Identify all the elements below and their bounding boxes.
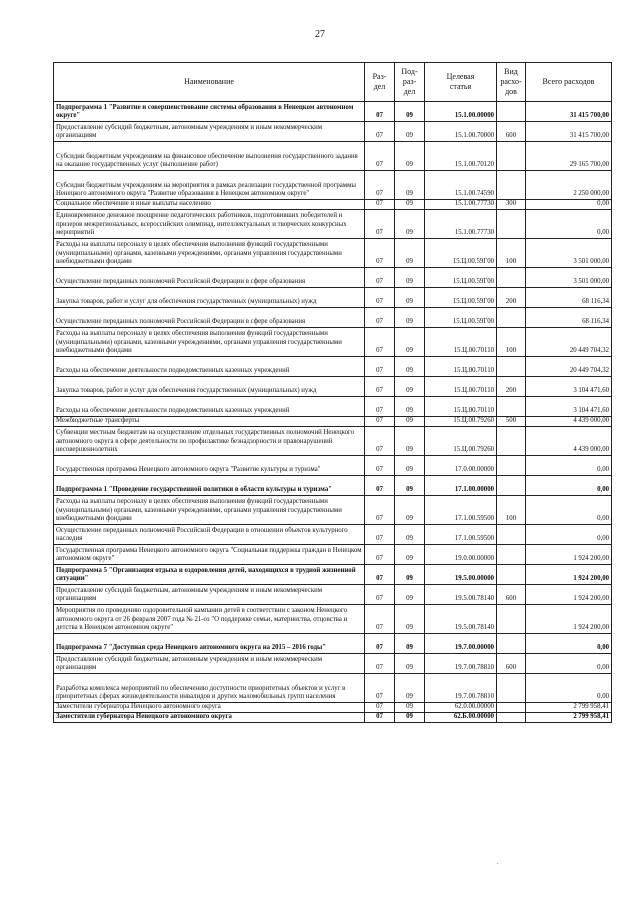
row-vid-cell: 200 [497,377,526,397]
row-razdel-cell: 07 [365,565,395,585]
row-statya-cell: 15.Ц.00.70110 [425,357,497,377]
row-podrazdel-cell: 09 [395,268,425,288]
row-statya-cell: 15.1.00.00000 [425,102,497,122]
row-razdel-cell: 07 [365,417,395,427]
row-statya-cell: 17.1.00.59500 [425,525,497,545]
row-podrazdel-cell: 09 [395,122,425,142]
table-row [54,288,612,308]
row-vid-cell: 100 [497,496,526,525]
row-razdel-cell: 07 [365,634,395,654]
row-razdel-cell: 07 [365,200,395,210]
row-name-cell: Предоставление субсидий бюджетным, автономным учреждениям и иным некоммерческим организациям [54,654,365,674]
row-razdel-cell: 07 [365,525,395,545]
row-vid-cell [497,171,526,200]
row-amount-cell: 20 449 704,32 [526,328,612,357]
table-row [54,328,612,357]
row-amount-cell: 1 924 200,00 [526,605,612,634]
row-podrazdel-cell: 09 [395,210,425,239]
table-row [54,377,612,397]
row-name-cell: Межбюджетные трансферты [54,417,365,427]
table-row [54,171,612,200]
row-name-cell: Закупка товаров, работ и услуг для обеспечения государственных (муниципальных) нужд [54,288,365,308]
row-name-cell: Подпрограмма 7 "Доступная среда Ненецкого автономного округа на 2015 – 2016 годы" [54,634,365,654]
row-statya-cell: 19.7.00.00000 [425,634,497,654]
footer-mark: . [497,860,499,866]
row-podrazdel-cell: 09 [395,357,425,377]
row-amount-cell: 0,00 [526,525,612,545]
row-name-cell: Предоставление субсидий бюджетным, автономным учреждениям и иным некоммерческим организациям [54,585,365,605]
row-statya-cell: 15.Ц.00.70110 [425,377,497,397]
header-total: Всего расходов [526,63,612,102]
row-vid-cell: 500 [497,417,526,427]
row-statya-cell: 15.1.00.77730 [425,200,497,210]
row-statya-cell: 62.0.00.00000 [425,703,497,713]
row-statya-cell: 19.5.00.78140 [425,605,497,634]
row-amount-cell: 3 501 000,00 [526,239,612,268]
row-statya-cell: 15.Ц.00.70110 [425,397,497,417]
row-vid-cell: 200 [497,288,526,308]
row-statya-cell: 15.1.00.70120 [425,142,497,171]
table-row [54,703,612,713]
row-vid-cell [497,427,526,456]
table-row [54,142,612,171]
row-name-cell: Расходы на выплаты персоналу в целях обеспечения выполнения функций государственными (муниципальными) органами, казенными учреждениями, органами управления государственными внебюджетными фондами [54,239,365,268]
table-row [54,674,612,703]
row-name-cell: Социальное обеспечение и иные выплаты населению [54,200,365,210]
row-razdel-cell: 07 [365,605,395,634]
row-podrazdel-cell: 09 [395,427,425,456]
row-vid-cell [497,545,526,565]
row-razdel-cell: 07 [365,142,395,171]
row-podrazdel-cell: 09 [395,377,425,397]
row-vid-cell [497,456,526,476]
row-name-cell: Разработка комплекса мероприятий по обеспечению доступности приоритетных объектов и услуг в приоритетных сферах жизнедеятельности инвалидов и других маломобильных групп населения [54,674,365,703]
row-amount-cell: 3 104 471,60 [526,397,612,417]
row-amount-cell: 31 415 700,00 [526,102,612,122]
header-vid: Вид расхо- дов [497,63,526,102]
row-podrazdel-cell: 09 [395,605,425,634]
row-statya-cell: 15.Ц.00.59Г00 [425,308,497,328]
row-name-cell: Государственная программа Ненецкого автономного округа "Развитие культуры и туризма" [54,456,365,476]
row-name-cell: Расходы на выплаты персоналу в целях обеспечения выполнения функций государственными (муниципальными) органами, казенными учреждениями, органами управления государственными внебюджетными фондами [54,496,365,525]
row-amount-cell: 20 449 704,32 [526,357,612,377]
row-razdel-cell: 07 [365,476,395,496]
row-vid-cell [497,397,526,417]
table-row [54,605,612,634]
row-name-cell: Субвенции местным бюджетам на осуществление отдельных государственных полномочий Ненецкого автономного округа в сфере деятельности по профилактике безнадзорности и правонарушений несовершеннолетних [54,427,365,456]
table-row [54,308,612,328]
row-podrazdel-cell: 09 [395,703,425,713]
row-amount-cell: 3 501 000,00 [526,268,612,288]
row-statya-cell: 15.1.00.77730 [425,210,497,239]
row-vid-cell [497,308,526,328]
row-vid-cell [497,525,526,545]
table-row [54,397,612,417]
row-name-cell: Предоставление субсидий бюджетным, автономным учреждениям и иным некоммерческим организациям [54,122,365,142]
row-vid-cell [497,210,526,239]
row-statya-cell: 19.5.00.78140 [425,585,497,605]
row-vid-cell [497,605,526,634]
row-vid-cell [497,565,526,585]
row-podrazdel-cell: 09 [395,288,425,308]
row-statya-cell: 17.1.00.59500 [425,496,497,525]
row-razdel-cell: 07 [365,703,395,713]
table-row [54,634,612,654]
row-statya-cell: 17.0.00.00000 [425,456,497,476]
row-vid-cell [497,357,526,377]
row-podrazdel-cell: 09 [395,585,425,605]
row-name-cell: Осуществление переданных полномочий Российской Федерации в сфере образования [54,268,365,288]
row-podrazdel-cell: 09 [395,525,425,545]
row-razdel-cell: 07 [365,713,395,723]
table-row [54,427,612,456]
row-razdel-cell: 07 [365,397,395,417]
row-statya-cell: 15.Ц.00.59Г00 [425,268,497,288]
row-podrazdel-cell: 09 [395,713,425,723]
row-podrazdel-cell: 09 [395,102,425,122]
row-podrazdel-cell: 09 [395,634,425,654]
row-statya-cell: 17.1.00.00000 [425,476,497,496]
row-statya-cell: 15.1.00.74590 [425,171,497,200]
row-vid-cell [497,268,526,288]
row-amount-cell: 0,00 [526,200,612,210]
row-razdel-cell: 07 [365,456,395,476]
row-razdel-cell: 07 [365,377,395,397]
row-statya-cell: 15.Ц.00.70110 [425,328,497,357]
row-podrazdel-cell: 09 [395,239,425,268]
table-row [54,239,612,268]
row-name-cell: Расходы на выплаты персоналу в целях обеспечения выполнения функций государственными (муниципальными) органами, казенными учреждениями, органами управления государственными внебюджетными фондами [54,328,365,357]
table-row [54,713,612,723]
table-row [54,210,612,239]
row-podrazdel-cell: 09 [395,328,425,357]
row-name-cell: Мероприятия по проведению оздоровительной кампании детей в соответствии с законом Ненецкого автономного округа от 26 февраля 2007 года № 21-оз "О поддержке семьи, материнства, отцовства и детства в Ненецком автономном округе" [54,605,365,634]
row-name-cell: Расходы на обеспечение деятельности подведомственных казенных учреждений [54,357,365,377]
row-amount-cell: 0,00 [526,634,612,654]
row-podrazdel-cell: 09 [395,654,425,674]
row-amount-cell: 4 439 000,00 [526,417,612,427]
row-razdel-cell: 07 [365,357,395,377]
table-row [54,456,612,476]
row-amount-cell: 0,00 [526,456,612,476]
row-amount-cell: 31 415 700,00 [526,122,612,142]
row-name-cell: Расходы на обеспечение деятельности подведомственных казенных учреждений [54,397,365,417]
row-amount-cell: 3 104 471,60 [526,377,612,397]
row-statya-cell: 15.Ц.00.59Г00 [425,288,497,308]
row-statya-cell: 15.Ц.00.79260 [425,417,497,427]
table-row [54,496,612,525]
table-row [54,200,612,210]
row-statya-cell: 15.Ц.00.79260 [425,427,497,456]
row-amount-cell: 1 924 200,00 [526,565,612,585]
row-name-cell: Подпрограмма 1 "Развитие и совершенствование системы образования в Ненецком автономном округе" [54,102,365,122]
row-name-cell: Подпрограмма 1 "Проведение государственной политики в области культуры и туризма" [54,476,365,496]
row-razdel-cell: 07 [365,268,395,288]
row-name-cell: Подпрограмма 5 "Организация отдыха и оздоровления детей, находящихся в трудной жизненной ситуации" [54,565,365,585]
row-statya-cell: 19.5.00.00000 [425,565,497,585]
row-amount-cell: 68 116,34 [526,288,612,308]
row-name-cell: Субсидии бюджетным учреждениям на мероприятия в рамках реализации государственной программы Ненецкого автономного округа "Развитие образования в Ненецком автономном округе" [54,171,365,200]
row-statya-cell: 62.Б.00.00000 [425,713,497,723]
row-vid-cell [497,476,526,496]
row-vid-cell: 100 [497,239,526,268]
row-razdel-cell: 07 [365,122,395,142]
row-amount-cell: 0,00 [526,210,612,239]
row-podrazdel-cell: 09 [395,476,425,496]
row-razdel-cell: 07 [365,102,395,122]
row-razdel-cell: 07 [365,239,395,268]
row-razdel-cell: 07 [365,496,395,525]
row-name-cell: Осуществление переданных полномочий Российской Федерации в сфере образования [54,308,365,328]
table-row [54,122,612,142]
row-razdel-cell: 07 [365,427,395,456]
row-razdel-cell: 07 [365,171,395,200]
row-vid-cell [497,674,526,703]
row-razdel-cell: 07 [365,654,395,674]
row-amount-cell: 0,00 [526,674,612,703]
row-podrazdel-cell: 09 [395,674,425,703]
row-amount-cell: 0,00 [526,654,612,674]
row-podrazdel-cell: 09 [395,496,425,525]
row-vid-cell: 100 [497,328,526,357]
table-row [54,545,612,565]
row-podrazdel-cell: 09 [395,142,425,171]
row-name-cell: Закупка товаров, работ и услуг для обеспечения государственных (муниципальных) нужд [54,377,365,397]
table-body [54,102,612,723]
row-statya-cell: 15.Ц.00.59Г00 [425,239,497,268]
row-vid-cell [497,142,526,171]
row-name-cell: Государственная программа Ненецкого автономного округа "Социальная поддержка граждан в Ненецком автономном округе" [54,545,365,565]
header-name: Наименование [54,63,365,102]
header-statya: Целевая статья [425,63,497,102]
row-name-cell: Осуществление переданных полномочий Российской Федерации в отношении объектов культурного наследия [54,525,365,545]
page-number: 27 [315,29,325,40]
row-statya-cell: 15.1.00.70000 [425,122,497,142]
row-amount-cell: 1 924 200,00 [526,545,612,565]
row-podrazdel-cell: 09 [395,545,425,565]
budget-table [53,62,612,723]
row-vid-cell [497,703,526,713]
row-amount-cell: 2 799 958,41 [526,713,612,723]
row-podrazdel-cell: 09 [395,456,425,476]
header-razdel: Раз- дел [365,63,395,102]
row-podrazdel-cell: 09 [395,397,425,417]
row-vid-cell: 600 [497,654,526,674]
row-vid-cell: 600 [497,585,526,605]
table-row [54,585,612,605]
row-podrazdel-cell: 09 [395,308,425,328]
table-row [54,565,612,585]
row-statya-cell: 19.0.00.00000 [425,545,497,565]
row-razdel-cell: 07 [365,585,395,605]
table-row [54,268,612,288]
row-amount-cell: 68 116,34 [526,308,612,328]
row-razdel-cell: 07 [365,545,395,565]
row-amount-cell: 0,00 [526,496,612,525]
table-row [54,417,612,427]
row-name-cell: Субсидии бюджетным учреждениям на финансовое обеспечение выполнения государственного задания на оказание государственных услуг (выполнение работ) [54,142,365,171]
row-amount-cell: 29 165 700,00 [526,142,612,171]
row-razdel-cell: 07 [365,674,395,703]
row-podrazdel-cell: 09 [395,200,425,210]
row-vid-cell [497,102,526,122]
row-vid-cell: 300 [497,200,526,210]
row-name-cell: Заместители губернатора Ненецкого автономного округа [54,703,365,713]
row-razdel-cell: 07 [365,328,395,357]
row-name-cell: Заместители губернатора Ненецкого автономного округа [54,713,365,723]
row-amount-cell: 2 250 000,00 [526,171,612,200]
row-razdel-cell: 07 [365,288,395,308]
header-podrazdel: Под- раз- дел [395,63,425,102]
row-amount-cell: 2 799 958,41 [526,703,612,713]
table-row [54,525,612,545]
table-header-row [54,63,612,102]
row-podrazdel-cell: 09 [395,565,425,585]
row-amount-cell: 0,00 [526,476,612,496]
row-podrazdel-cell: 09 [395,171,425,200]
row-razdel-cell: 07 [365,308,395,328]
row-amount-cell: 4 439 000,00 [526,427,612,456]
row-statya-cell: 19.7.00.78810 [425,654,497,674]
row-vid-cell: 600 [497,122,526,142]
row-razdel-cell: 07 [365,210,395,239]
table-row [54,102,612,122]
table-row [54,654,612,674]
row-name-cell: Единовременное денежное поощрение педагогических работников, подготовивших победителей и призеров межрегиональных, всероссийских олимпиад, интеллектуальных и творческих конкурсных мероприятий [54,210,365,239]
table-row [54,357,612,377]
row-podrazdel-cell: 09 [395,417,425,427]
row-vid-cell [497,713,526,723]
row-vid-cell [497,634,526,654]
row-statya-cell: 19.7.00.78810 [425,674,497,703]
table-row [54,476,612,496]
row-amount-cell: 1 924 200,00 [526,585,612,605]
